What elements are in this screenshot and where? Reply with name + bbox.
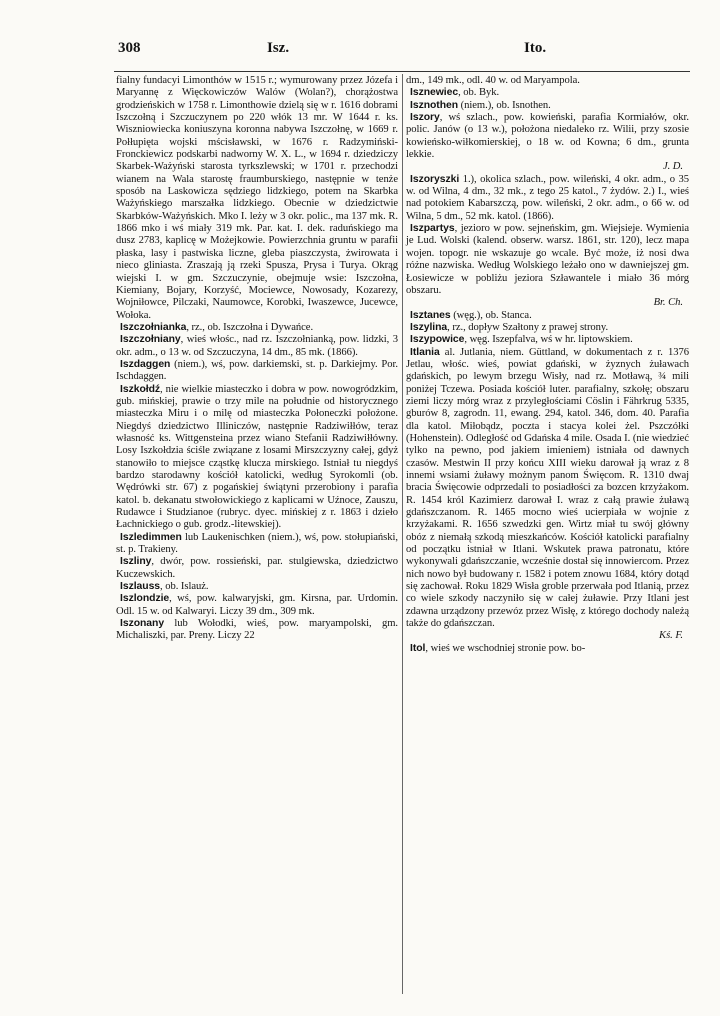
column-divider — [402, 74, 403, 994]
entry-text: , jezioro w pow. sejneńskim, gm. Wiejsieje. Wymienia je Lud. Wolski (kalend. obserw. warsz. 1861, str. 120), lecz mapa wojen. topogr. nie wskazuje go wcale. Być może, iż nosi dwa różne nazwiska. Według Wolskiego leżało ono w dawniejszej gm. Łosiewicze w pobliżu jeziora Szławantele i miało 36 mórg obszaru. — [406, 223, 689, 296]
left-running-head: Isz. — [267, 40, 290, 56]
page-header — [118, 40, 688, 60]
dictionary-entry — [116, 384, 398, 532]
entry-headword: Iszlondzie — [120, 593, 170, 605]
dictionary-entry — [406, 322, 689, 334]
entry-text: al. Jutlania, niem. Güttland, w dokumentach z r. 1376 Jetlau, włośc. wieś, powiat gdański, w żyznych żuławach gdańskich, po lewym brzegu Wisły, nad rz. Motławą, ¾ mili poniżej Tczewa. Posiada kościół luter. parafialny, szkołę; obszaru ziemi liczy mórg wraz z przyległościami Cöslin i Fährkrug 5335, gburów 8, zagrodn. 11, ewang. 294, katol. 346, dom. 40. Parafia dla katol. Miłobądz, poczta i stacya kolei żel. Pszczółki (Hohenstein). Odległość od Gdańska 4 mile. Osada I. (nie wiedzieć tylko na pewno, pod jakiem imieniem) istniała od dawnych czasów. Mestwin II przy końcu XIII wieku darował ją wraz z 8 innemi wsiami żuławy możnym panom Święcom. R. 1310 dwaj bracia Święcowie odprzedali to posiadłości za bozcen krzyżakom. R. 1454 król Kazimierz darował I. wraz z całą prawie żuławą gdańszczanom. R. 1465 mocno wieś ucierpiała w wojnie z krzyżakami. R. 1656 szwedzki gen. Wirtz miał tu swój główny obóz z niemałą szkodą mieszkańców. Kościół katolicki parafialny od początku istniał w Itlani. Wskutek prawa patronatu, które wykonywali gdańszczanie, wcześnie dostał się innowiercom. Przez nich nowo był budowany r. 1582 i potem znowu 1684, który dotąd się zachował. Roku 1829 Wisła groble przerwała pod Itlanią, przez co wiele szkody naczyniło się w całej żuławie. Przy Itlani jest zdawna urządzony przewóz przez Wisłę, z którego dochody należą także do gdańszczan. — [406, 346, 689, 630]
entry-headword: Isznothen — [410, 99, 459, 111]
entry-text: , dwór, pow. rossieński, par. stulgiewska, dziedzictwo Kuczewskich. — [116, 556, 398, 580]
entry-text: , wieś włośc., nad rz. Iszczołnianką, pow. lidzki, 3 okr. adm., o 13 w. od Szczuczyna, 14 dm., 85 mk. (1866). — [116, 334, 398, 358]
page-number: 308 — [118, 40, 141, 56]
dictionary-entry — [116, 532, 398, 557]
dictionary-entry — [116, 322, 398, 334]
entry-headword: Iszkołdź — [120, 383, 161, 395]
entry-signature: Kś. F. — [659, 630, 683, 642]
entry-headword: Isznewiec — [410, 87, 459, 99]
entry-headword: Iszczołnianka — [120, 321, 187, 333]
entry-headword: Itol — [410, 642, 426, 654]
entry-headword: Iszypowice — [410, 334, 465, 346]
entry-text: , ob. Byk. — [458, 87, 500, 99]
dictionary-entry — [116, 593, 398, 618]
entry-headword: Iszdaggen — [120, 358, 171, 370]
dictionary-entry — [116, 75, 398, 322]
entry-text: , wś szlach., pow. kowieński, parafia Kormiałów, okr. polic. Janów (o 13 w.), położona niedaleko rz. Wilii, przy szosie kowieńsko-wiłkomierskiej, o 18 w. od Kowna; 6 dm., grunta lekkie. — [406, 112, 689, 161]
dictionary-entry — [406, 75, 689, 87]
entry-text: lub Wołodki, wieś, pow. maryampolski, gm. Michaliszki, par. Preny. Liczy 22 — [116, 618, 398, 642]
dictionary-entry — [116, 556, 398, 581]
dictionary-entry — [406, 174, 689, 223]
entry-headword: Isztanes — [410, 309, 451, 321]
dictionary-entry — [406, 310, 689, 322]
dictionary-entry — [406, 100, 689, 112]
entry-signature: J. D. — [662, 161, 683, 173]
dictionary-entry — [406, 643, 689, 655]
entry-text: (niem.), ob. Isnothen. — [458, 99, 551, 111]
entry-headword: Iszpartys — [410, 223, 455, 235]
dictionary-entry — [406, 223, 689, 309]
dictionary-entry — [116, 618, 398, 643]
entry-headword: Iszoryszki — [410, 173, 460, 185]
entry-text: dm., 149 mk., odl. 40 w. od Maryampola. — [406, 75, 580, 86]
dictionary-entry — [406, 334, 689, 346]
entry-text: , nie wielkie miasteczko i dobra w pow. nowogródzkim, gub. mińskiej, prawie o trzy mile na południe od historycznego miasteczka Miru i o milę od miasteczka Połoneczki położone. Niegdyś dziedzictwo Illiniczów, następnie Radziwiłłów, teraz własność ks. Wittgensteina przez wiano Stefanii Radziwiłłówny. Losy Iszkołdzia ściśle związane z losami Mirszczyzny całej, gdyż stanowiło to miejsce cząstkę klucza mirskiego. Istniał tu niegdyś bardzo starodawny kościół katolicki, według Syrokomli (ob. Wędrówki str. 67) z pogańskiej świątyni przerobiony i parafia katol. b. dekanatu stwołowickiego z kaplicami w Uźnoce, Zauszu, Rudawce i Studzianoe (rubryc. dyec. mińskiej z r. 1863 i dzieło Łachnickiego o gub. grodz.-litewskiej). — [116, 383, 398, 531]
entry-text: (niem.), wś, pow. darkiemski, st. p. Darkiejmy. Por. Ischdaggen. — [116, 358, 398, 383]
dictionary-entry — [116, 359, 398, 384]
entry-headword: Itlania — [410, 346, 440, 358]
dictionary-entry — [116, 581, 398, 593]
entry-headword: Iszledimmen — [120, 531, 182, 543]
dictionary-entry — [116, 334, 398, 359]
entry-headword: Iszonany — [120, 618, 165, 630]
right-running-head: Ito. — [524, 40, 547, 56]
entry-headword: Iszylina — [410, 321, 448, 333]
entry-text: fialny fundacyi Limonthów w 1515 r.; wymurowany przez Józefa i Maryannę z Więckowiczów Walów (Wolan?), chorążostwa grodzieńskich w 1758 r. Limonthowie dzielą się w r. 1616 dobrami Iszczołną i Szczuczynem po 220 włók 13 mr. W 1644 r. ks. Wiszniowiecka koniuszyna koronna nabywa Iszczołnę, w 1669 r. Połłupięta wojski mścisławski, w 1676 r. Radzymiński-Fronckiewicz podskarbi nadworny W. X. L., w 1694 r. dziedziczy Skarbek-Ważyński starosta tyrkszlewski; w 1701 r. przechodzi wianem na Wala starostę fraumburskiego, następnie w tenże sposób na Laskowicza sędziego lidzkiego, potem na Skarbka Ważyńskiego marszałka lidzkiego. Obecnie w dziedzictwie Skarbków-Ważyńskich. Mko I. leży w 3 okr. polic., ma 137 mk. R. 1866 mko i wś miały 319 mk. Par. kat. I. dek. raduńskiego ma dusz 2783, kaplicę w Możejkowie. Powierzchnia gruntu w parafii płaska, lasy i pastwiska liczne, gleba piaszczysta, żwirowata i nieco gliniasta. Zraszają ją rzeki Spusza, Prysa i Turya. Okrąg wiejski I. w gm. Szczuczynie, obejmuje wsie: Iszczołna, Kiemiany, Bojary, Korzyść, Mociewce, Nowosady, Kozarezy, Wojniłowce, Pilczaki, Naumowce, Korobki, Iwaszewce, Jucewce, Wołoka. — [116, 75, 398, 321]
right-column — [406, 75, 689, 655]
dictionary-entry — [406, 347, 689, 643]
entry-headword: Iszory — [410, 112, 440, 124]
entry-text: , wieś we wschodniej stronie pow. bo- — [425, 642, 586, 654]
entry-headword: Iszczołniany — [120, 334, 181, 346]
entry-text: , rz., dopływ Szałtony z prawej strony. — [447, 321, 609, 333]
entry-text: lub Laukenischken (niem.), wś, pow. stołupiański, st. p. Trakieny. — [116, 531, 398, 556]
entry-text: , wś, pow. kalwaryjski, gm. Kirsna, par. Urdomin. Odl. 15 w. od Kalwaryi. Liczy 39 dm., 309 mk. — [116, 593, 398, 617]
entry-text: 1.), okolica szlach., pow. wileński, 4 okr. adm., o 35 w. od Wilna, 4 dm., 32 mk., z tego 25 katol., 7 żydów. 2.) I., wieś nad potokiem Kabarszczą, pow. wileński, 2 okr. adm., o 66 w. od Wilna, 5 dm., 52 mk. katol. (1866). — [406, 173, 689, 222]
entry-text: (węg.), ob. Stanca. — [450, 309, 532, 321]
entry-text: , rz., ob. Iszczołna i Dywańce. — [186, 321, 314, 333]
dictionary-entry — [406, 87, 689, 99]
dictionary-entry — [406, 112, 689, 174]
entry-signature: Br. Ch. — [653, 297, 683, 309]
entry-headword: Iszliny — [120, 556, 152, 568]
entry-text: , ob. Islauż. — [160, 581, 209, 593]
entry-headword: Iszlauss — [120, 581, 161, 593]
left-column — [116, 75, 398, 643]
header-rule — [114, 71, 690, 72]
entry-text: , węg. Iszepfalva, wś w hr. liptowskiem. — [464, 334, 633, 346]
